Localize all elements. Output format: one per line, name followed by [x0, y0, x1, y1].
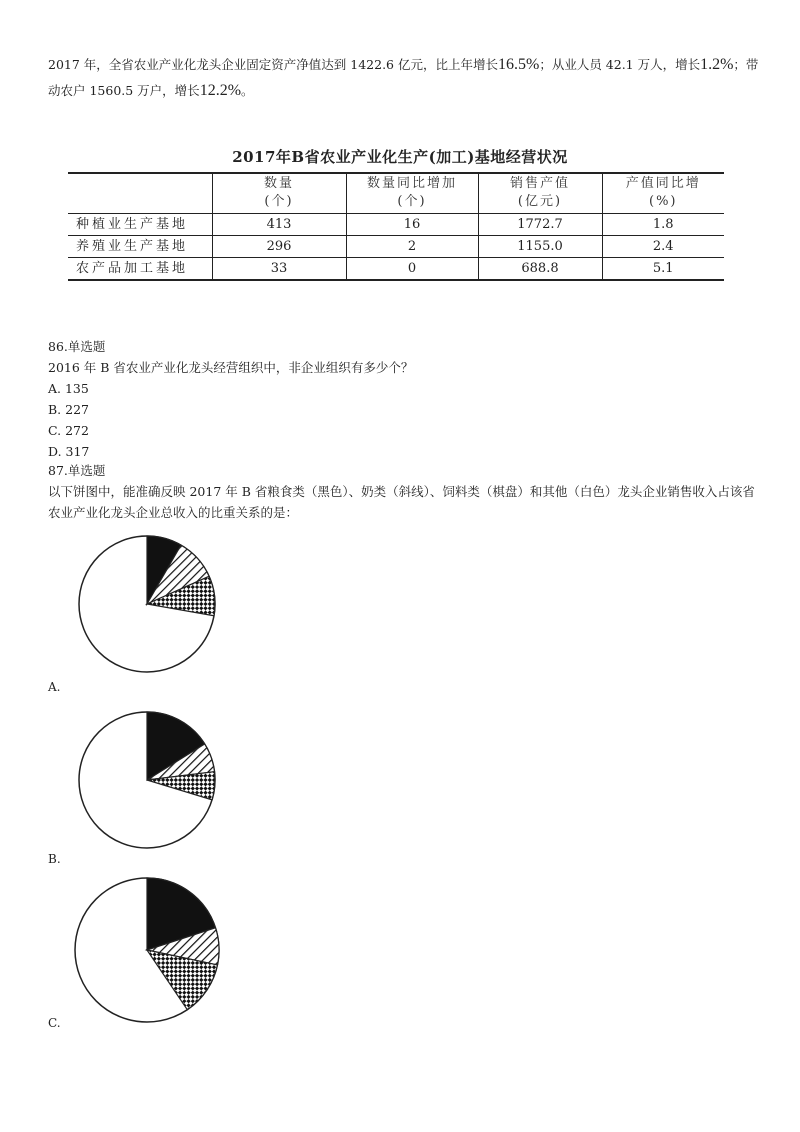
table-title: 2017年B省农业产业化生产(加工)基地经营状况: [232, 148, 568, 166]
question-number: 86.单选题: [48, 339, 106, 354]
intro-pct-3: 12.2%: [199, 82, 242, 99]
base-operations-table: [68, 172, 724, 281]
intro-text-2: ；从业人员 42.1 万人，增长: [539, 57, 701, 72]
option-a-label[interactable]: A.: [48, 680, 61, 694]
cell-count: 33: [212, 257, 346, 280]
cell-count-increase: 0: [346, 257, 478, 280]
table-row: [68, 213, 724, 235]
pie-chart-a[interactable]: [74, 534, 224, 674]
table-row: [68, 257, 724, 280]
table-header-corner: [68, 173, 212, 213]
option-b-label[interactable]: B.: [48, 852, 61, 866]
table-header-growth: 产值同比增 (%): [602, 173, 724, 213]
question-stem: 以下饼图中，能准确反映 2017 年 B 省粮食类（黑色）、奶类（斜线）、饲料类（棋盘）和其他（白色）龙头企业销售收入占该省农业产业化龙头企业总收入的比重关系的是：: [48, 484, 755, 520]
cell-count-increase: 16: [346, 213, 478, 235]
cell-growth: 5.1: [602, 257, 724, 280]
intro-pct-1: 16.5%: [497, 56, 540, 73]
option-a[interactable]: A. 135: [48, 381, 89, 396]
pie-chart-b[interactable]: [74, 710, 224, 850]
question-86: [48, 336, 413, 462]
option-c-label[interactable]: C.: [48, 1016, 61, 1030]
intro-paragraph: [48, 52, 760, 104]
intro-text-1: 2017 年，全省农业产业化龙头企业固定资产净值达到 1422.6 亿元，比上年增长: [48, 57, 498, 72]
row-name: 种植业生产基地: [68, 213, 212, 235]
cell-growth: 2.4: [602, 235, 724, 257]
cell-growth: 1.8: [602, 213, 724, 235]
question-number: 87.单选题: [48, 463, 106, 478]
cell-sales: 688.8: [478, 257, 602, 280]
table-header-count: 数量 (个): [212, 173, 346, 213]
question-87: [48, 460, 760, 523]
cell-sales: 1772.7: [478, 213, 602, 235]
table-header-count-increase: 数量同比增加 (个): [346, 173, 478, 213]
option-c[interactable]: C. 272: [48, 423, 89, 438]
pie-chart-c[interactable]: [74, 876, 224, 1024]
intro-text-4: 。: [241, 83, 254, 98]
cell-count: 413: [212, 213, 346, 235]
row-name: 农产品加工基地: [68, 257, 212, 280]
row-name: 养殖业生产基地: [68, 235, 212, 257]
option-b[interactable]: B. 227: [48, 402, 89, 417]
option-d[interactable]: D. 317: [48, 444, 90, 459]
question-stem: 2016 年 B 省农业产业化龙头经营组织中，非企业组织有多少个？: [48, 360, 414, 375]
intro-text-3: ；带动农户 1560.5 万户，增长: [48, 57, 759, 98]
table-header-sales: 销售产值 (亿元): [478, 173, 602, 213]
cell-count: 296: [212, 235, 346, 257]
cell-count-increase: 2: [346, 235, 478, 257]
intro-pct-2: 1.2%: [700, 56, 734, 73]
table-row: [68, 235, 724, 257]
cell-sales: 1155.0: [478, 235, 602, 257]
table-header-row: [68, 173, 724, 213]
